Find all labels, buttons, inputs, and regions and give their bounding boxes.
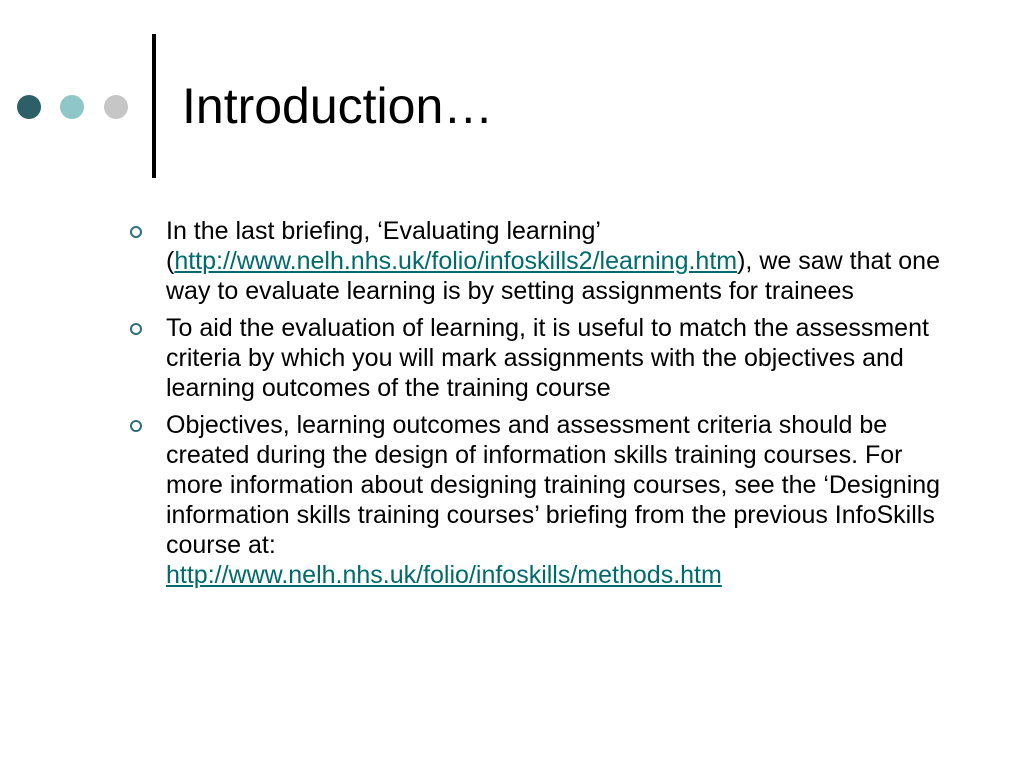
learning-link[interactable]: http://www.nelh.nhs.uk/folio/infoskills2/learning.htm — [174, 247, 738, 275]
bullet-item-aid-evaluation — [130, 313, 960, 403]
bullet-circle-icon — [130, 226, 142, 238]
slide-title: Introduction… — [182, 78, 494, 134]
decorative-dot-grey — [104, 95, 128, 119]
bullet-circle-icon — [130, 323, 142, 335]
bullet-circle-icon — [130, 420, 142, 432]
bullet-text: ), we saw that one way to evaluate learning is by setting assignments for trainees — [166, 247, 940, 305]
bullet-text: Objectives, learning outcomes and assessment criteria should be created during the design of information skills training courses. For more information about designing training courses, see the ‘Designing information skills training courses’ briefing from the previous InfoSkills course at: — [166, 411, 941, 559]
decorative-dot-teal — [60, 95, 84, 119]
bullet-item-last-briefing — [130, 216, 960, 306]
decorative-dot-dark — [17, 95, 41, 119]
bullet-list — [130, 216, 960, 597]
bullet-text: In the last briefing, ‘Evaluating learning’ ( — [166, 217, 601, 275]
methods-link[interactable]: http://www.nelh.nhs.uk/folio/infoskills/methods.htm — [166, 561, 722, 589]
title-divider — [152, 34, 156, 178]
bullet-item-objectives — [130, 410, 960, 590]
bullet-text: To aid the evaluation of learning, it is useful to match the assessment criteria by which you will mark assignments with the objectives and learning outcomes of the training course — [166, 314, 929, 402]
